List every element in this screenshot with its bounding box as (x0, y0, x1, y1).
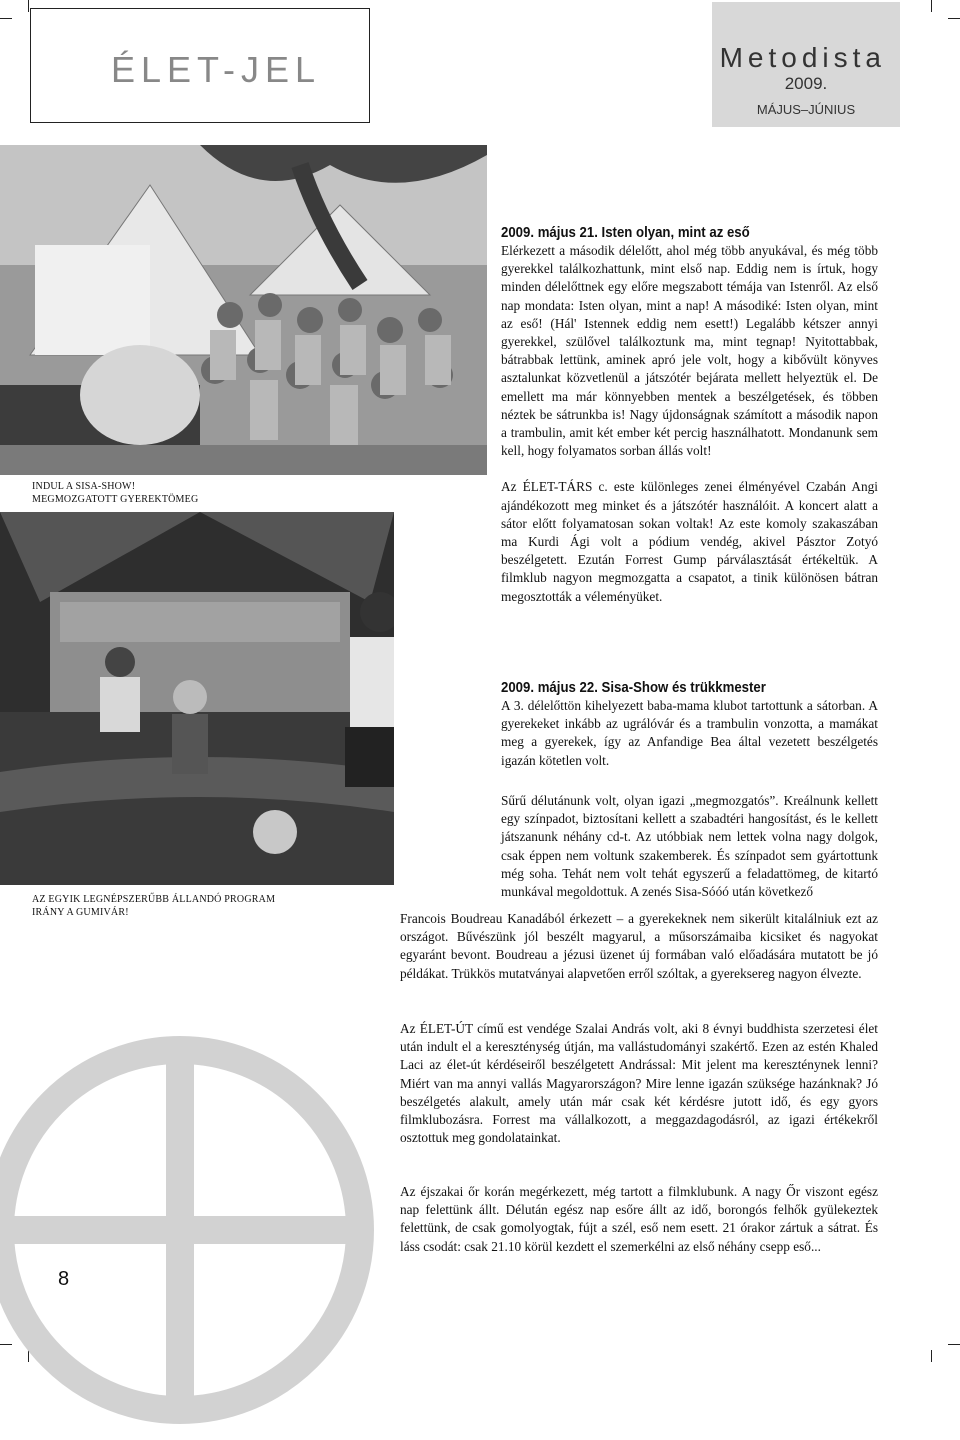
crop-mark (28, 0, 29, 12)
article-paragraph: Az ÉLET-TÁRS c. este különleges zenei élményével Czabán Angi ajándékozott meg minket és a játszótér használóit. A koncert alatt a sátor előtt folyamatosan sokan voltak! Az este komoly szakaszában ma Kurdi Ági volt a pódium vendég, akivel Pásztor Zotyó beszélgetett. Ezután Forrest Gump párválasztását értékeltük. A filmklub nagyon megmozgatta a csapatot, a tinik különösen bátran megosztották a véleményüket. (501, 479, 878, 604)
page-number: 8 (58, 1268, 70, 1290)
article-section-2 (501, 679, 878, 770)
crop-mark (948, 18, 960, 19)
caption-title: AZ EGYIK LEGNÉPSZERŰBB ÁLLANDÓ PROGRAM (32, 894, 276, 905)
crop-mark (0, 18, 12, 19)
caption-subtitle: MEGMOZGATOTT GYEREKTÖMEG (32, 494, 199, 505)
magazine-brand: Metodista (719, 42, 886, 73)
crop-mark (948, 1344, 960, 1345)
issue-months: MÁJUS–JÚNIUS (756, 102, 856, 117)
photo-bouncy-castle (0, 512, 394, 885)
caption-subtitle: IRÁNY A GUMIVÁR! (32, 907, 129, 918)
article-paragraph: A 3. délelőttön kihelyezett baba-mama klubot tartottunk a sátorban. A gyerekeket inkább az ugrálóvár és a trambulin vonzotta, a mamákat meg a gyerekek, így az Anfandige Bea által vezetett beszélgetés igazán kötetlen volt. (501, 698, 878, 768)
photo-caption-sisa (32, 480, 198, 506)
crop-mark (931, 1350, 932, 1362)
issue-year: 2009. (784, 74, 828, 93)
section-header-box (30, 8, 370, 123)
section-heading: 2009. május 21. Isten olyan, mint az eső (501, 224, 750, 241)
crop-mark (931, 0, 932, 12)
article-paragraph-narrow: Sűrű délutánunk volt, olyan igazi „megmozgatós”. Kreálnunk kellett egy színpadot, biztosítani kellett a szabadtéri hangosítást, és le kellett játszanunk néhány cd-t. Az utóbbiak nem lettek volna nagy dolgok, csak éppen nem voltunk szakemberek. És színpadot sem gyártottunk még soha. Tehát nem volt tehát egyszerű a feladattömeg, de kitartó munkával megoldottuk. A zenés Sisa-Sóóó után következő (501, 793, 878, 900)
article-paragraph: Az éjszakai őr korán megérkezett, még tartott a filmklubunk. A nagy Őr viszont egész nap felettünk állt. Délután egész nap esőre állt az idő, borongós felhők gyülekeztek felettünk, de csak gomolyogtak, fújt a szél, eső nem esett. 21 órakor zártuk a sátrat. És láss csodát: csak 21.10 körül kezdett el szemerkélni az első néhány csepp eső... (400, 1184, 878, 1254)
photo-caption-bouncy (32, 893, 275, 919)
article-section-1 (501, 224, 878, 606)
photo-sisa-show (0, 145, 487, 475)
article-paragraph: Az ÉLET-ÚT című est vendége Szalai András volt, aki 8 évnyi buddhista szerzetesi élet után indult el a kereszténység útján, ma vallástudományi szakértő. Ezen az estén Khaled Laci az élet-út kérdéseiről beszélgetett Andrással: Mit jelent ma kereszténynek lenni? Miért van ma annyi vallás Magyarországon? Mire lenne igazán szüksége hazánknak? Jó beszélgetés alakult, amely után már csak két kérdésre jutott idő, és egy gyors filmklubozásra. Forrest ma vállalkozott, a meggazdagodásról, az igazi értékekről osztottuk meg gondolatainkat. (400, 1021, 878, 1146)
caption-title: INDUL A SISA-SHOW! (32, 481, 136, 492)
article-paragraph-wide: Francois Boudreau Kanadából érkezett – a gyerekeknek nem sikerült kitalálniuk ezt az országot. Bűvészünk jól beszélt magyarul, a műsorszámaiba kicsiket és nagyokat egyaránt bevont. Boudreau a jézusi üzenet új formában való előadására mutatott be jó példákat. Trükkös mutatványai alapvetően erről szóltak, a gyereksereg nagyon élvezte. (400, 911, 878, 981)
article-paragraph: Elérkezett a második délelőtt, ahol még több anyukával, és még több gyerekkel találkozhattunk, mint első nap. Eddig nem is írtuk, hogy minden délelőttnek egy előre megszabott témája van Istenről. Az első nap mondata: Isten olyan, mint a nap! A másodiké: Isten olyan, mint az eső! (Hál' Istennek eddig nem esett!) Legalább kétszer annyi gyerekkel, szülővel találkoztunk ma, mint tegnap! Nyitottabbak, bátrabbak lettünk, aminek apró jele volt, hogy a kibővült könyves asztalunkat közvetlenül a játszótér bejárata mellett helyeztük el. De emellett ma már könnyebben mentek a beszélgetések, és többen néztek be sátrunkba is! Nagy újdonságnak számított a második napon a trambulin, amit két ember két percig használhatott. Mondanunk sem kell, hogy folyamatos sorban állás volt! (501, 243, 878, 459)
section-title: ÉLET-JEL (111, 49, 322, 90)
cross-watermark-icon (0, 1020, 390, 1440)
section-heading: 2009. május 22. Sisa-Show és trükkmester (501, 679, 766, 696)
magazine-header-box (712, 2, 900, 127)
